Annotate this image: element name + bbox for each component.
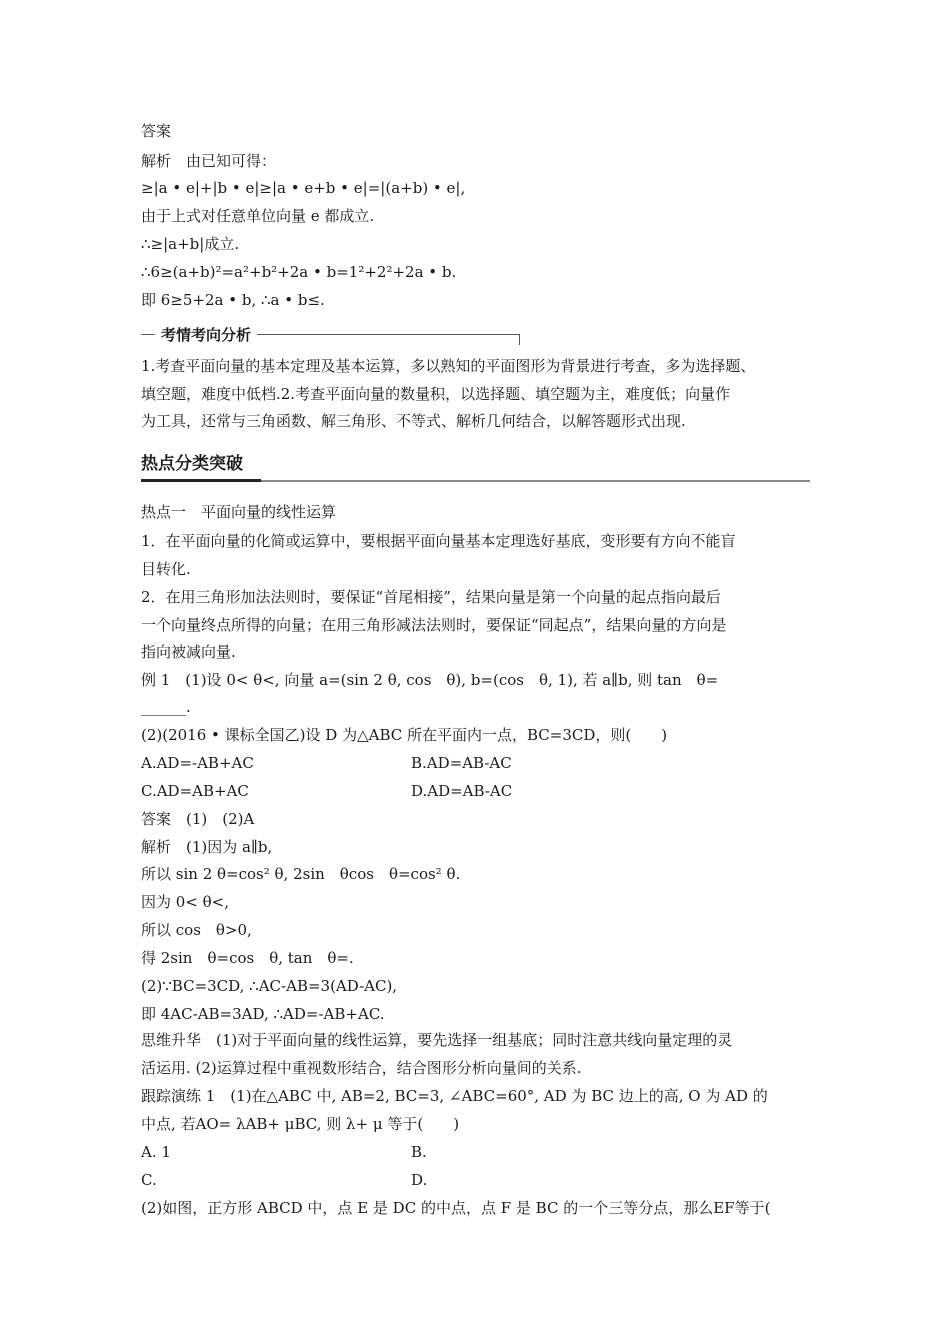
solution-line: 解析 (1)因为 a∥b, xyxy=(141,838,273,856)
practice-option-c: C. xyxy=(141,1171,157,1189)
paragraph-line: 指向被减向量. xyxy=(141,643,236,661)
practice-option-b: B. xyxy=(411,1143,427,1161)
answer-blank: ______. xyxy=(141,698,191,716)
solution-line: 得 2sin θ=cos θ, tan θ=. xyxy=(141,949,354,967)
answer-label: 答案 xyxy=(141,122,172,140)
solution-line: 即 4AC-AB=3AD, ∴AD=-AB+AC. xyxy=(141,1005,385,1023)
example-question: 例 1 (1)设 0< θ<, 向量 a=(sin 2 θ, cos θ), b=(cos θ, 1), 若 a∥b, 则 tan θ= xyxy=(141,671,719,689)
section-title: 热点分类突破 xyxy=(141,454,243,474)
math-line: 即 6≥5+2a • b, ∴a • b≤. xyxy=(141,291,325,309)
option-a: A.AD=-AB+AC xyxy=(141,754,254,772)
analysis-title: 考情考向分析 xyxy=(155,326,257,344)
example-question: (2)(2016 • 课标全国乙)设 D 为△ABC 所在平面内一点，BC=3CD，则( ) xyxy=(141,726,668,744)
paragraph-line: 2．在用三角形加法法则时，要保证“首尾相接”，结果向量是第一个向量的起点指向最后 xyxy=(141,588,721,606)
practice-option-d: D. xyxy=(411,1171,428,1189)
analysis-text: 为工具，还常与三角函数、解三角形、不等式、解析几何结合，以解答题形式出现. xyxy=(141,412,686,430)
solution-line: (2)∵BC=3CD, ∴AC-AB=3(AD-AC), xyxy=(141,977,398,995)
section-divider-accent xyxy=(141,479,261,482)
thinking-note: 思维升华 (1)对于平面向量的线性运算，要先选择一组基底；同时注意共线向量定理的灵 xyxy=(141,1031,733,1049)
solution-line: 所以 sin 2 θ=cos² θ, 2sin θcos θ=cos² θ. xyxy=(141,865,461,883)
paragraph-line: 目转化. xyxy=(141,560,191,578)
practice-question: 中点, 若AO= λAB+ μBC, 则 λ+ μ 等于( ) xyxy=(141,1115,460,1133)
option-d: D.AD=AB-AC xyxy=(411,782,513,800)
solution-line: 所以 cos θ>0, xyxy=(141,921,252,939)
practice-option-a: A. 1 xyxy=(141,1143,171,1161)
math-line: 由于上式对任意单位向量 e 都成立. xyxy=(141,207,375,225)
analysis-text: 1.考查平面向量的基本定理及基本运算，多以熟知的平面图形为背景进行考查，多为选择题、 xyxy=(141,357,756,375)
solution-line: 因为 0< θ<, xyxy=(141,893,230,911)
option-c: C.AD=AB+AC xyxy=(141,782,249,800)
thinking-note: 活运用. (2)运算过程中重视数形结合，结合图形分析向量间的关系. xyxy=(141,1059,582,1077)
math-line: ≥|a • e|+|b • e|≥|a • e+b • e|=|(a+b) • e|, xyxy=(141,179,466,197)
practice-question: 跟踪演练 1 (1)在△ABC 中, AB=2, BC=3, ∠ABC=60°, AD 为 BC 边上的高, O 为 AD 的 xyxy=(141,1087,768,1105)
practice-question: (2)如图，正方形 ABCD 中，点 E 是 DC 的中点，点 F 是 BC 的一个三等分点，那么EF等于( xyxy=(141,1199,771,1217)
hotspot-heading: 热点一 平面向量的线性运算 xyxy=(141,503,337,521)
answer-line: 答案 (1) (2)A xyxy=(141,810,255,828)
option-b: B.AD=AB-AC xyxy=(411,754,512,772)
analysis-line: 解析 由已知可得： xyxy=(141,152,277,170)
math-line: ∴6≥(a+b)²=a²+b²+2a • b=1²+2²+2a • b. xyxy=(141,263,457,281)
analysis-text: 填空题，难度中低档.2.考查平面向量的数量积，以选择题、填空题为主，难度低；向量作 xyxy=(141,385,731,403)
paragraph-line: 一个向量终点所得的向量；在用三角形减法法则时，要保证“同起点”，结果向量的方向是 xyxy=(141,616,727,634)
paragraph-line: 1．在平面向量的化简或运算中，要根据平面向量基本定理选好基底，变形要有方向不能盲 xyxy=(141,532,736,550)
math-line: ∴≥|a+b|成立. xyxy=(141,235,240,253)
